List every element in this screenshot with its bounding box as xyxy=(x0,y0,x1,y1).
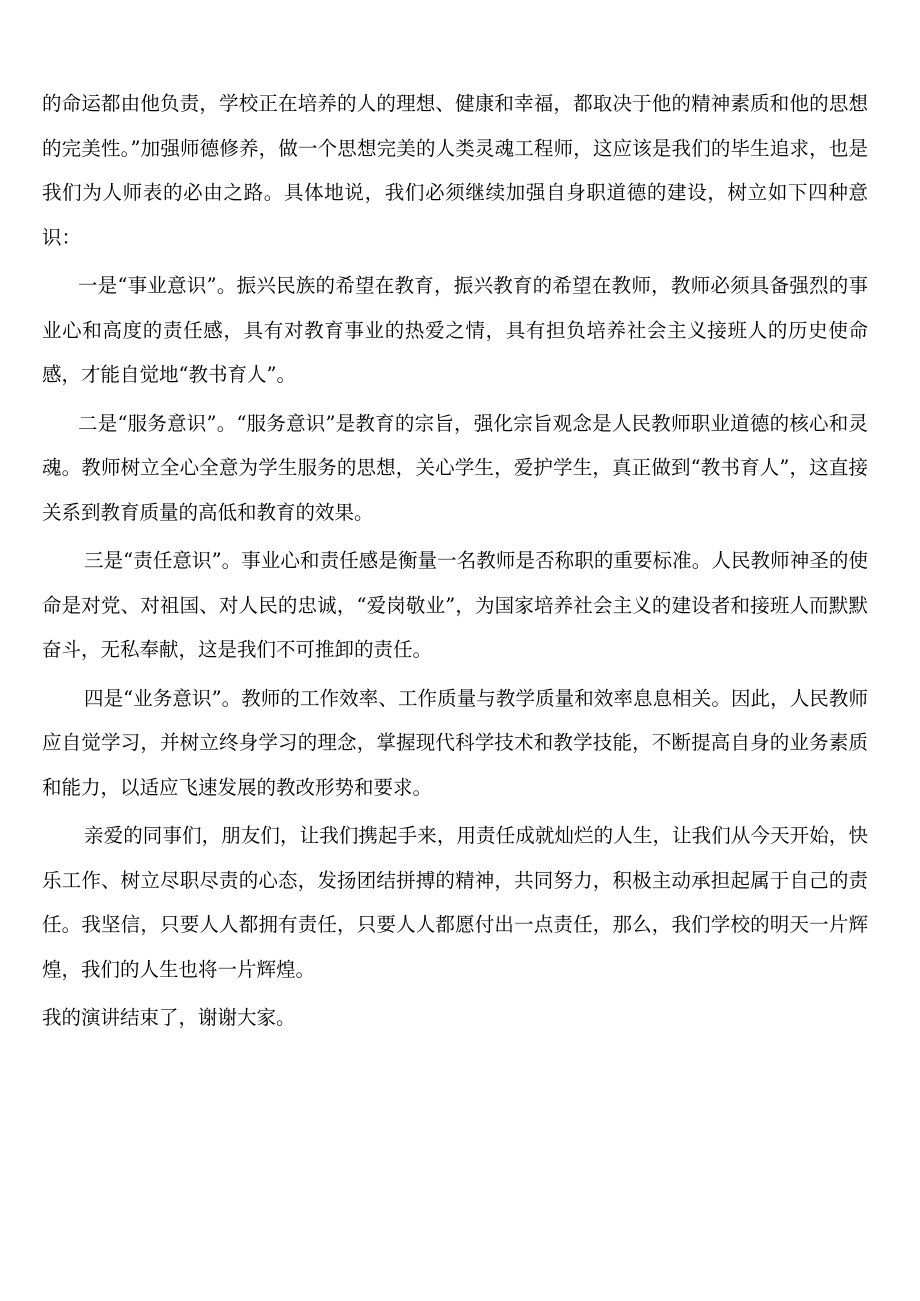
paragraph-responsibility-awareness: 三是“责任意识”。事业心和责任感是衡量一名教师是否称职的重要标准。人民教师神圣的使命是对党、对祖国、对人民的忠诚，“爱岗敬业”，为国家培养社会主义的建设者和接班人而默默奋斗，无私奉献，这是我们不可推卸的责任。 xyxy=(42,549,868,661)
paragraph-call-to-action: 亲爱的同事们，朋友们，让我们携起手来，用责任成就灿烂的人生，让我们从今天开始，快乐工作、树立尽职尽责的心态，发扬团结拼搏的精神，共同努力，积极主动承担起属于自己的责任。我坚信，只要人人都拥有责任，只要人人都愿付出一点责任，那么，我们学校的明天一片辉煌，我们的人生也将一片辉煌。 xyxy=(42,824,868,981)
paragraph-career-awareness: 一是“事业意识”。振兴民族的希望在教育，振兴教育的希望在教师，教师必须具备强烈的事业心和高度的责任感，具有对教育事业的热爱之情，具有担负培养社会主义接班人的历史使命感，才能自觉地“教书育人”。 xyxy=(42,274,868,386)
paragraph-closing: 我的演讲结束了，谢谢大家。 xyxy=(42,1006,296,1029)
paragraph-professional-awareness: 四是“业务意识”。教师的工作效率、工作质量与教学质量和效率息息相关。因此，人民教师应自觉学习，并树立终身学习的理念，掌握现代科学技术和教学技能，不断提高自身的业务素质和能力，以适应飞速发展的教改形势和要求。 xyxy=(42,686,868,799)
paragraph-intro-continuation: 的命运都由他负责，学校正在培养的人的理想、健康和幸福，都取决于他的精神素质和他的思想的完美性。”加强师德修养，做一个思想完美的人类灵魂工程师，这应该是我们的毕生追求，也是我们为人师表的必由之路。具体地说，我们必须继续加强自身职道德的建设，树立如下四种意识： xyxy=(42,92,868,249)
document-body xyxy=(42,82,868,1045)
paragraph-service-awareness: 二是“服务意识”。“服务意识”是教育的宗旨，强化宗旨观念是人民教师职业道德的核心和灵魂。教师树立全心全意为学生服务的思想，关心学生，爱护学生，真正做到“教书育人”，这直接关系到教育质量的高低和教育的效果。 xyxy=(42,411,868,524)
